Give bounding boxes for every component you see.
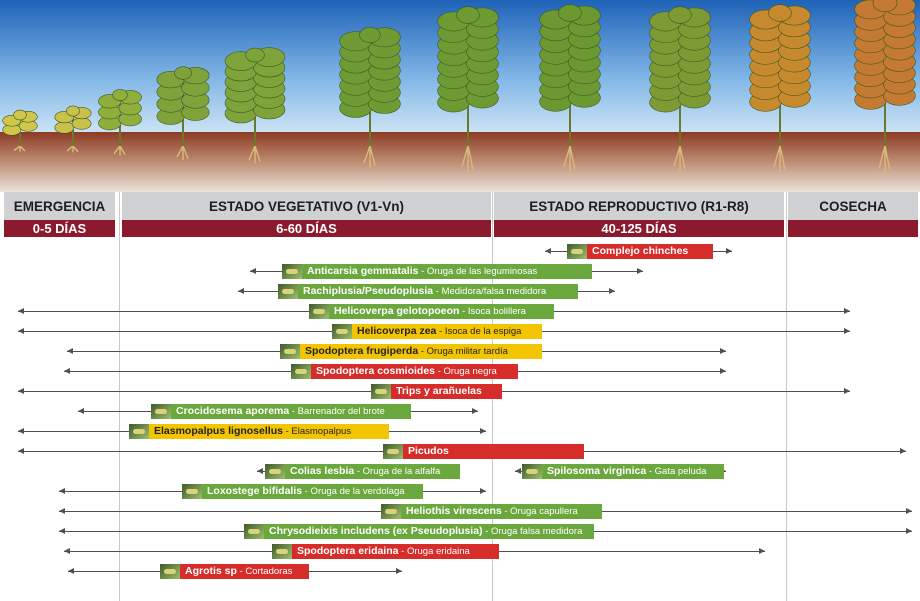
pest-name: Complejo chinches bbox=[592, 245, 689, 257]
arrow-left-icon bbox=[250, 268, 256, 274]
pest-name: Trips y arañuelas bbox=[396, 385, 482, 397]
pest-common-name: - Isoca de la espiga bbox=[436, 326, 522, 337]
arrow-left-icon bbox=[545, 248, 551, 254]
pest-common-name: - Barrenador del brote bbox=[289, 406, 385, 417]
pest-photo-icon bbox=[332, 324, 352, 339]
pest-name: Spilosoma virginica bbox=[547, 465, 647, 477]
pest-label-text bbox=[292, 544, 475, 559]
pest-common-name: - Oruga de la alfalfa bbox=[354, 466, 441, 477]
pest-row bbox=[0, 462, 920, 482]
pest-name: Spodoptera eridaina bbox=[297, 545, 399, 557]
pest-common-name: - Elasmopalpus bbox=[282, 426, 352, 437]
arrow-left-icon bbox=[59, 488, 65, 494]
pest-label-text bbox=[302, 264, 542, 279]
pest-name: Picudos bbox=[408, 445, 449, 457]
pest-name: Spodoptera cosmioides bbox=[316, 365, 436, 377]
pest-label-text bbox=[180, 564, 297, 579]
pest-row bbox=[0, 342, 920, 362]
pest-row bbox=[0, 282, 920, 302]
pest-label-text bbox=[300, 344, 513, 359]
arrow-left-icon bbox=[18, 428, 24, 434]
pest-label bbox=[272, 544, 499, 559]
pest-common-name: - Medidora/falsa medidora bbox=[433, 286, 547, 297]
pest-label-text bbox=[587, 244, 693, 259]
pest-label-text bbox=[542, 464, 711, 479]
pest-label bbox=[182, 484, 423, 499]
pest-photo-icon bbox=[383, 444, 403, 459]
pest-photo-icon bbox=[272, 544, 292, 559]
pest-label bbox=[129, 424, 389, 439]
pest-label bbox=[332, 324, 542, 339]
arrow-left-icon bbox=[18, 388, 24, 394]
arrow-left-icon bbox=[18, 448, 24, 454]
arrow-right-icon bbox=[726, 248, 732, 254]
stage-vegetativo-title: ESTADO VEGETATIVO (V1-Vn) bbox=[122, 192, 491, 220]
pest-label-text bbox=[202, 484, 410, 499]
pest-row bbox=[0, 522, 920, 542]
arrow-right-icon bbox=[844, 388, 850, 394]
pest-common-name: - Oruga militar tardía bbox=[418, 346, 508, 357]
pest-common-name: - Cortadoras bbox=[236, 566, 293, 577]
pest-name: Colias lesbia bbox=[290, 465, 355, 477]
pest-label-text bbox=[149, 424, 356, 439]
pest-label-text bbox=[352, 324, 526, 339]
pest-row bbox=[0, 422, 920, 442]
pest-common-name: - Oruga eridaina bbox=[398, 546, 470, 557]
arrow-right-icon bbox=[480, 488, 486, 494]
arrow-right-icon bbox=[472, 408, 478, 414]
arrow-right-icon bbox=[906, 508, 912, 514]
arrow-right-icon bbox=[844, 308, 850, 314]
pest-label-text bbox=[401, 504, 583, 519]
pest-label-text bbox=[391, 384, 487, 399]
arrow-left-icon bbox=[67, 348, 73, 354]
pest-row bbox=[0, 562, 920, 582]
pest-row bbox=[0, 442, 920, 462]
pest-name: Anticarsia gemmatalis bbox=[307, 265, 419, 277]
pest-photo-icon bbox=[129, 424, 149, 439]
pest-name: Helicoverpa zea bbox=[357, 325, 437, 337]
pest-name: Spodoptera frugiperda bbox=[305, 345, 419, 357]
pest-label bbox=[381, 504, 602, 519]
arrow-right-icon bbox=[609, 288, 615, 294]
pest-label bbox=[151, 404, 411, 419]
arrow-left-icon bbox=[64, 548, 70, 554]
pest-name: Crocidosema aporema bbox=[176, 405, 290, 417]
pest-label-text bbox=[298, 284, 551, 299]
pest-photo-icon bbox=[160, 564, 180, 579]
pest-label bbox=[522, 464, 724, 479]
arrow-right-icon bbox=[720, 368, 726, 374]
arrow-left-icon bbox=[68, 568, 74, 574]
pest-label bbox=[309, 304, 554, 319]
pest-name: Loxostege bifidalis bbox=[207, 485, 303, 497]
pest-label bbox=[291, 364, 518, 379]
pest-photo-icon bbox=[522, 464, 542, 479]
pest-name: Agrotis sp bbox=[185, 565, 237, 577]
pest-row bbox=[0, 322, 920, 342]
stage-reproductivo-days: 40-125 DÍAS bbox=[494, 220, 784, 237]
arrow-right-icon bbox=[759, 548, 765, 554]
pest-name: Chrysodieixis includens (ex Pseudoplusia) bbox=[269, 525, 483, 537]
arrow-right-icon bbox=[480, 428, 486, 434]
pest-label bbox=[282, 264, 592, 279]
pest-row bbox=[0, 542, 920, 562]
pest-label bbox=[383, 444, 584, 459]
pest-label bbox=[371, 384, 502, 399]
pest-row bbox=[0, 482, 920, 502]
arrow-right-icon bbox=[906, 528, 912, 534]
pest-common-name: - Oruga de la verdolaga bbox=[302, 486, 405, 497]
pest-label-text bbox=[171, 404, 390, 419]
pest-label bbox=[278, 284, 578, 299]
pest-name: Elasmopalpus lignosellus bbox=[154, 425, 283, 437]
pest-name: Rachiplusia/Pseudoplusia bbox=[303, 285, 434, 297]
pest-photo-icon bbox=[291, 364, 311, 379]
arrow-left-icon bbox=[59, 508, 65, 514]
pest-row bbox=[0, 402, 920, 422]
arrow-left-icon bbox=[78, 408, 84, 414]
pest-label-text bbox=[264, 524, 587, 539]
arrow-left-icon bbox=[18, 308, 24, 314]
pest-photo-icon bbox=[567, 244, 587, 259]
stage-reproductivo-title: ESTADO REPRODUCTIVO (R1-R8) bbox=[494, 192, 784, 220]
pest-common-name: - Oruga capullera bbox=[501, 506, 578, 517]
pest-name: Helicoverpa gelotopoeon bbox=[334, 305, 460, 317]
arrow-right-icon bbox=[844, 328, 850, 334]
arrow-right-icon bbox=[900, 448, 906, 454]
stage-cosecha-title: COSECHA bbox=[788, 192, 918, 220]
pest-common-name: - Oruga negra bbox=[435, 366, 497, 377]
stage-emergencia-title: EMERGENCIA bbox=[4, 192, 115, 220]
pest-photo-icon bbox=[278, 284, 298, 299]
pest-photo-icon bbox=[371, 384, 391, 399]
pest-row bbox=[0, 302, 920, 322]
pest-photo-icon bbox=[151, 404, 171, 419]
pest-common-name: - Oruga falsa medidora bbox=[482, 526, 583, 537]
pest-row bbox=[0, 382, 920, 402]
pest-row bbox=[0, 242, 920, 262]
pest-label bbox=[160, 564, 309, 579]
arrow-right-icon bbox=[720, 348, 726, 354]
pest-common-name: - Oruga de las leguminosas bbox=[418, 266, 538, 277]
arrow-left-icon bbox=[18, 328, 24, 334]
pest-row bbox=[0, 502, 920, 522]
arrow-left-icon bbox=[515, 468, 521, 474]
pest-label bbox=[244, 524, 594, 539]
stage-vegetativo-days: 6-60 DÍAS bbox=[122, 220, 491, 237]
arrow-right-icon bbox=[396, 568, 402, 574]
pest-common-name: - Gata peluda bbox=[646, 466, 707, 477]
pest-photo-icon bbox=[280, 344, 300, 359]
arrow-left-icon bbox=[64, 368, 70, 374]
stage-emergencia-days: 0-5 DÍAS bbox=[4, 220, 115, 237]
pest-label-text bbox=[403, 444, 454, 459]
pest-photo-icon bbox=[381, 504, 401, 519]
pest-photo-icon bbox=[244, 524, 264, 539]
pest-photo-icon bbox=[182, 484, 202, 499]
pest-label bbox=[567, 244, 713, 259]
pest-label-text bbox=[329, 304, 531, 319]
arrow-right-icon bbox=[637, 268, 643, 274]
arrow-left-icon bbox=[238, 288, 244, 294]
pest-row bbox=[0, 262, 920, 282]
pest-row bbox=[0, 362, 920, 382]
pest-photo-icon bbox=[282, 264, 302, 279]
pest-label bbox=[280, 344, 542, 359]
pest-name: Heliothis virescens bbox=[406, 505, 502, 517]
pest-photo-icon bbox=[309, 304, 329, 319]
pest-common-name: - Isoca bolillera bbox=[459, 306, 526, 317]
pest-label-text bbox=[311, 364, 502, 379]
arrow-left-icon bbox=[59, 528, 65, 534]
